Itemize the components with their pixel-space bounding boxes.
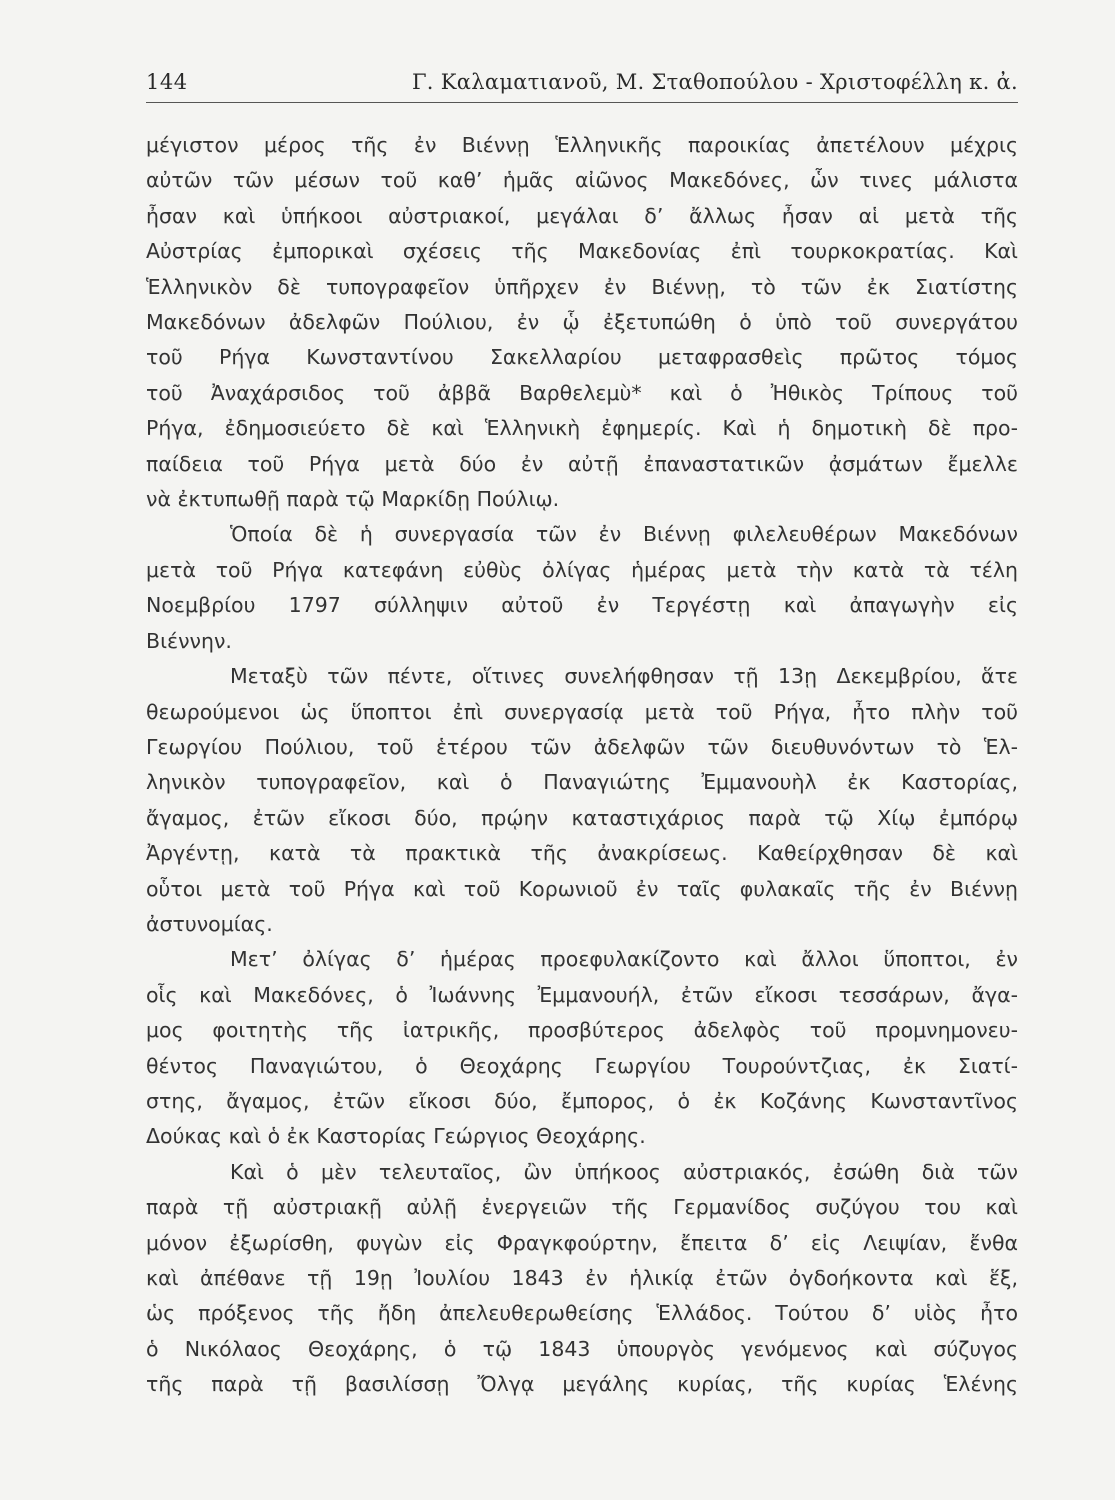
page-number: 144 [146, 70, 188, 94]
text-line: Ὁποία δὲ ἡ συνεργασία τῶν ἐν Βιέννῃ φιλελευθέρων Μακεδόνων [230, 522, 1018, 547]
text-line: οἷς καὶ Μακεδόνες, ὁ Ἰωάννης Ἐμμανουήλ, ἐτῶν εἴκοσι τεσσάρων, ἄγα- [146, 982, 1018, 1007]
text-line: οὗτοι μετὰ τοῦ Ρήγα καὶ τοῦ Κορωνιοῦ ἐν ταῖς φυλακαῖς τῆς ἐν Βιέννῃ [146, 876, 1018, 901]
text-line: Ἑλληνικὸν δὲ τυπογραφεῖον ὑπῆρχεν ἐν Βιέννῃ, τὸ τῶν ἐκ Σιατίστης [146, 274, 1018, 299]
text-line: νὰ ἐκτυπωθῇ παρὰ τῷ Μαρκίδῃ Πούλιῳ. [146, 487, 560, 512]
page-header [146, 62, 1018, 103]
text-line: παρὰ τῇ αὐστριακῇ αὐλῇ ἐνεργειῶν τῆς Γερμανίδος συζύγου του καὶ [146, 1195, 1018, 1220]
paragraph-1 [146, 128, 1018, 517]
text-line: Βιέννην. [146, 628, 232, 653]
text-line: Καὶ ὁ μὲν τελευταῖος, ὢν ὑπήκοος αὐστριακός, ἐσώθη διὰ τῶν [230, 1159, 1018, 1184]
text-line: Γεωργίου Πούλιου, τοῦ ἑτέρου τῶν ἀδελφῶν τῶν διευθυνόντων τὸ Ἑλ- [146, 734, 1018, 759]
text-line: μόνον ἐξωρίσθη, φυγὼν εἰς Φραγκφούρτην, ἔπειτα δ’ εἰς Λειψίαν, ἔνθα [146, 1230, 1018, 1255]
running-title: Γ. Καλαματιανοῦ, Μ. Σταθοπούλου - Χριστοφέλλη κ. ἀ. [411, 70, 1018, 94]
text-line: ὡς πρόξενος τῆς ἤδη ἀπελευθερωθείσης Ἑλλάδος. Τούτου δ’ υἱὸς ἦτο [146, 1301, 1018, 1326]
text-line: ἄγαμος, ἐτῶν εἴκοσι δύο, πρῴην καταστιχάριος παρὰ τῷ Χίῳ ἐμπόρῳ [146, 805, 1018, 830]
text-line: Ρήγα, ἐδημοσιεύετο δὲ καὶ Ἑλληνικὴ ἐφημερίς. Καὶ ἡ δημοτικὴ δὲ προ- [146, 416, 1018, 441]
text-line: παίδεια τοῦ Ρήγα μετὰ δύο ἐν αὐτῇ ἐπαναστατικῶν ᾀσμάτων ἔμελλε [146, 451, 1018, 476]
text-line: μετὰ τοῦ Ρήγα κατεφάνη εὐθὺς ὀλίγας ἡμέρας μετὰ τὴν κατὰ τὰ τέλη [146, 557, 1018, 582]
paragraph-2 [146, 517, 1018, 659]
text-line: θέντος Παναγιώτου, ὁ Θεοχάρης Γεωργίου Τουρούντζιας, ἐκ Σιατί- [146, 1053, 1018, 1078]
body-text [146, 128, 1018, 1403]
paragraph-5 [146, 1155, 1018, 1403]
text-line: ὁ Νικόλαος Θεοχάρης, ὁ τῷ 1843 ὑπουργὸς γενόμενος καὶ σύζυγος [146, 1336, 1018, 1361]
text-line: τῆς παρὰ τῇ βασιλίσσῃ Ὄλγᾳ μεγάλης κυρίας, τῆς κυρίας Ἑλένης [146, 1372, 1018, 1397]
text-line: Νοεμβρίου 1797 σύλληψιν αὐτοῦ ἐν Τεργέστῃ καὶ ἀπαγωγὴν εἰς [146, 593, 1018, 618]
text-line: Μακεδόνων ἀδελφῶν Πούλιου, ἐν ᾧ ἐξετυπώθη ὁ ὑπὸ τοῦ συνεργάτου [146, 310, 1018, 335]
text-line: Μεταξὺ τῶν πέντε, οἵτινες συνελήφθησαν τῇ 13ῃ Δεκεμβρίου, ἅτε [230, 664, 1018, 689]
text-line: τοῦ Ρήγα Κωνσταντίνου Σακελλαρίου μεταφρασθεὶς πρῶτος τόμος [146, 345, 1018, 370]
text-line: τοῦ Ἀναχάρσιδος τοῦ ἀββᾶ Βαρθελεμὺ* καὶ ὁ Ἠθικὸς Τρίπους τοῦ [146, 380, 1018, 405]
text-line: ἦσαν καὶ ὑπήκοοι αὐστριακοί, μεγάλαι δ’ ἄλλως ἦσαν αἱ μετὰ τῆς [146, 203, 1018, 228]
text-line: Αὐστρίας ἐμπορικαὶ σχέσεις τῆς Μακεδονίας ἐπὶ τουρκοκρατίας. Καὶ [146, 239, 1018, 264]
text-line: Μετ’ ὀλίγας δ’ ἡμέρας προεφυλακίζοντο καὶ ἄλλοι ὕποπτοι, ἐν [230, 947, 1018, 972]
text-line: ἀστυνομίας. [146, 911, 273, 936]
text-line: καὶ ἀπέθανε τῇ 19ῃ Ἰουλίου 1843 ἐν ἡλικίᾳ ἐτῶν ὀγδοήκοντα καὶ ἕξ, [146, 1266, 1018, 1290]
text-line: θεωρούμενοι ὡς ὕποπτοι ἐπὶ συνεργασίᾳ μετὰ τοῦ Ρήγα, ἦτο πλὴν τοῦ [146, 699, 1018, 724]
text-line: στης, ἄγαμος, ἐτῶν εἴκοσι δύο, ἔμπορος, ὁ ἐκ Κοζάνης Κωνσταντῖνος [146, 1088, 1018, 1113]
paragraph-3 [146, 659, 1018, 942]
text-line: Δούκας καὶ ὁ ἐκ Καστορίας Γεώργιος Θεοχάρης. [146, 1124, 646, 1149]
text-line: Ἀργέντῃ, κατὰ τὰ πρακτικὰ τῆς ἀνακρίσεως. Καθείρχθησαν δὲ καὶ [146, 841, 1018, 866]
text-line: μος φοιτητὴς τῆς ἰατρικῆς, προσβύτερος ἀδελφὸς τοῦ προμνημονευ- [146, 1018, 1018, 1043]
text-line: μέγιστον μέρος τῆς ἐν Βιέννῃ Ἑλληνικῆς παροικίας ἀπετέλουν μέχρις [146, 133, 1018, 157]
text-line: ληνικὸν τυπογραφεῖον, καὶ ὁ Παναγιώτης Ἐμμανουὴλ ἐκ Καστορίας, [146, 770, 1018, 795]
text-line: αὐτῶν τῶν μέσων τοῦ καθ’ ἡμᾶς αἰῶνος Μακεδόνες, ὧν τινες μάλιστα [146, 168, 1018, 193]
paragraph-4 [146, 942, 1018, 1154]
